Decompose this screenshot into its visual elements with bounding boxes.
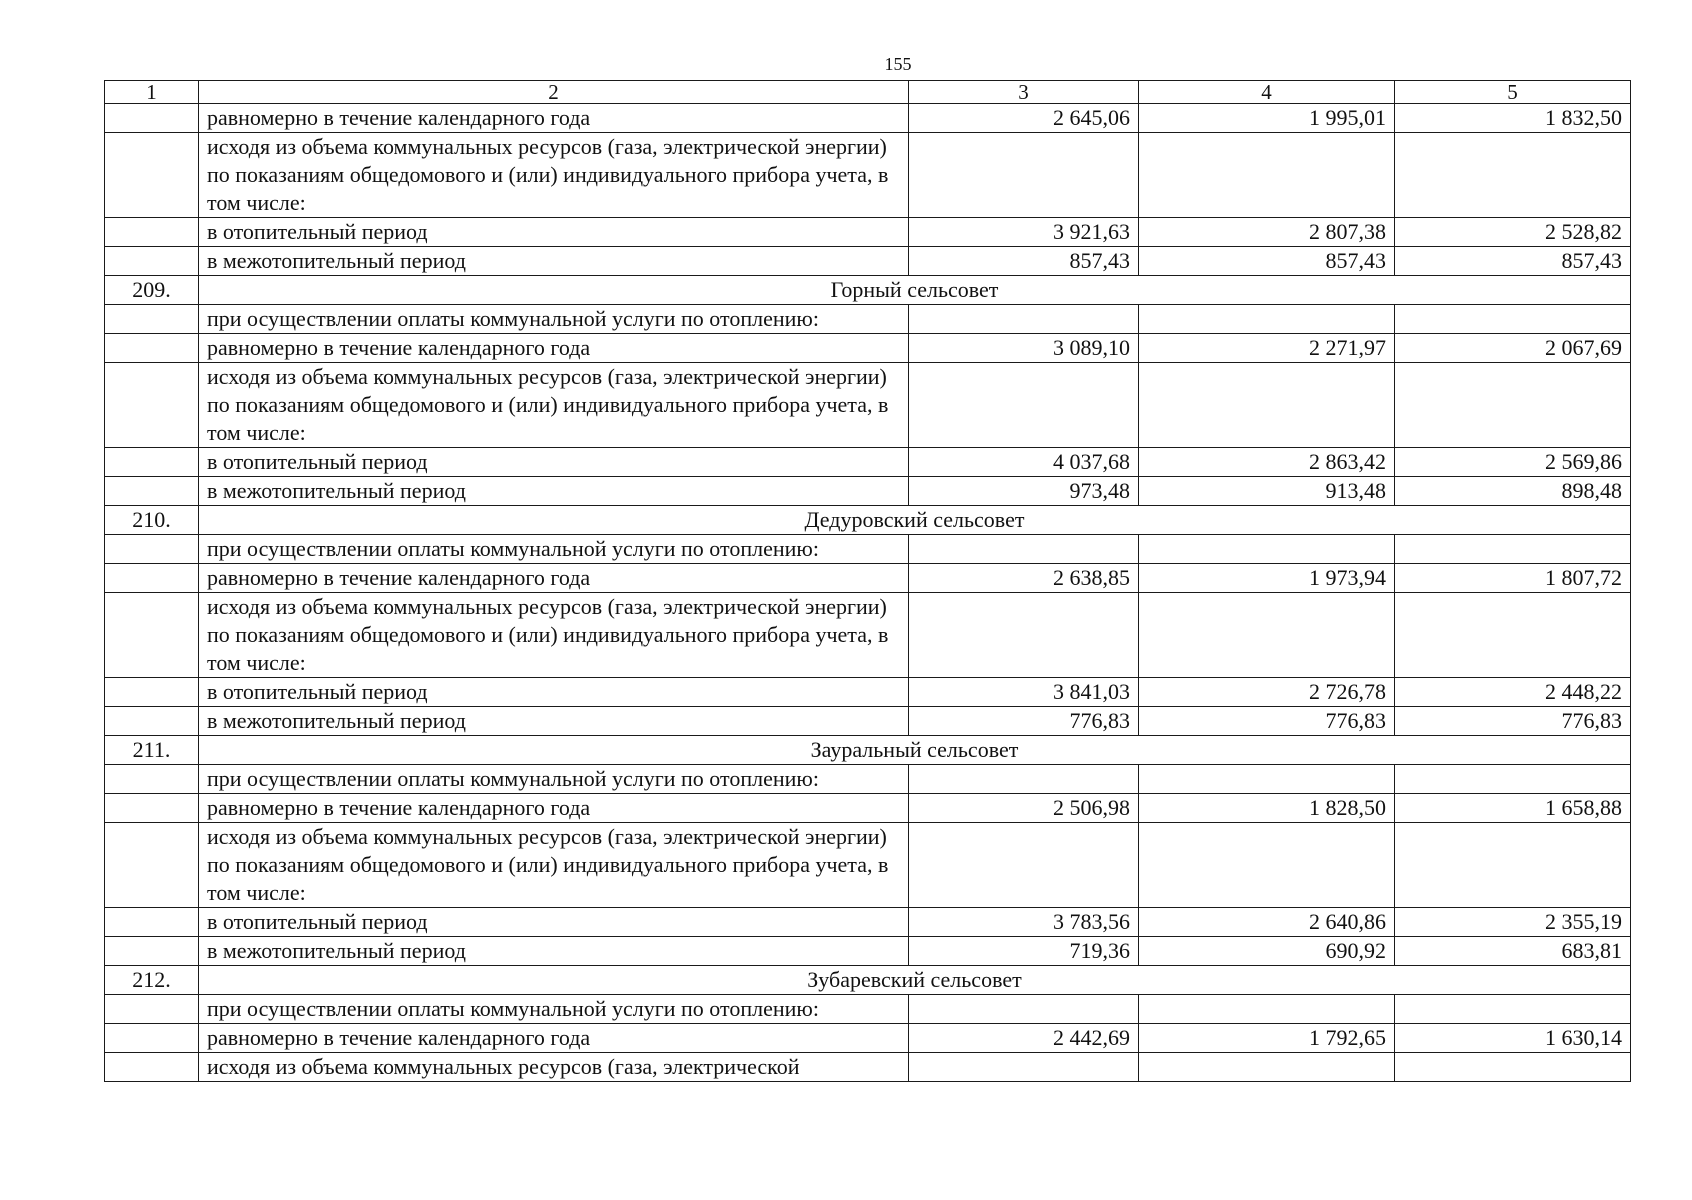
table-text-row — [105, 823, 1631, 908]
value-col-4 — [1139, 593, 1395, 678]
row-label: равномерно в течение календарного года — [199, 564, 909, 593]
value-col-4: 1 828,50 — [1139, 794, 1395, 823]
value-col-3: 4 037,68 — [909, 448, 1139, 477]
value-col-5 — [1395, 535, 1631, 564]
row-number-cell — [105, 247, 199, 276]
section-number: 210. — [105, 506, 199, 535]
value-col-5 — [1395, 823, 1631, 908]
value-col-5: 1 658,88 — [1395, 794, 1631, 823]
table-text-row — [105, 593, 1631, 678]
value-col-4: 2 640,86 — [1139, 908, 1395, 937]
value-col-4: 2 863,42 — [1139, 448, 1395, 477]
value-col-4: 857,43 — [1139, 247, 1395, 276]
value-col-4: 690,92 — [1139, 937, 1395, 966]
section-name: Горный сельсовет — [199, 276, 1631, 305]
value-col-3 — [909, 133, 1139, 218]
value-col-4 — [1139, 1053, 1395, 1082]
value-col-3: 776,83 — [909, 707, 1139, 736]
row-number-cell — [105, 794, 199, 823]
table-row — [105, 218, 1631, 247]
row-label: исходя из объема коммунальных ресурсов (газа, электрической энергии) по показаниям общедомового и (или) индивидуального прибора учета, в том числе: — [199, 363, 909, 448]
table-row — [105, 707, 1631, 736]
row-label: в межотопительный период — [199, 477, 909, 506]
value-col-5: 683,81 — [1395, 937, 1631, 966]
value-col-3 — [909, 765, 1139, 794]
value-col-4: 1 973,94 — [1139, 564, 1395, 593]
value-col-4 — [1139, 995, 1395, 1024]
value-col-4: 1 995,01 — [1139, 104, 1395, 133]
row-label: в отопительный период — [199, 218, 909, 247]
row-number-cell — [105, 363, 199, 448]
row-label: при осуществлении оплаты коммунальной услуги по отоплению: — [199, 765, 909, 794]
row-number-cell — [105, 305, 199, 334]
value-col-3: 3 921,63 — [909, 218, 1139, 247]
header-col-5: 5 — [1395, 81, 1631, 104]
value-col-3: 3 841,03 — [909, 678, 1139, 707]
value-col-5: 1 807,72 — [1395, 564, 1631, 593]
value-col-3 — [909, 1053, 1139, 1082]
table-row — [105, 794, 1631, 823]
table-body — [105, 81, 1631, 1082]
value-col-5 — [1395, 765, 1631, 794]
row-number-cell — [105, 477, 199, 506]
table-row — [105, 477, 1631, 506]
section-number: 211. — [105, 736, 199, 765]
row-number-cell — [105, 334, 199, 363]
table-row — [105, 564, 1631, 593]
section-number: 209. — [105, 276, 199, 305]
row-label: равномерно в течение календарного года — [199, 104, 909, 133]
value-col-5 — [1395, 305, 1631, 334]
row-number-cell — [105, 448, 199, 477]
table-row — [105, 1024, 1631, 1053]
value-col-5: 1 630,14 — [1395, 1024, 1631, 1053]
table-row — [105, 104, 1631, 133]
header-col-4: 4 — [1139, 81, 1395, 104]
header-col-1: 1 — [105, 81, 199, 104]
value-col-3: 857,43 — [909, 247, 1139, 276]
header-col-2: 2 — [199, 81, 909, 104]
table-text-row — [105, 765, 1631, 794]
value-col-5: 898,48 — [1395, 477, 1631, 506]
table-text-row — [105, 535, 1631, 564]
section-row — [105, 736, 1631, 765]
value-col-5 — [1395, 363, 1631, 448]
row-label: в межотопительный период — [199, 937, 909, 966]
value-col-5: 2 355,19 — [1395, 908, 1631, 937]
value-col-3 — [909, 363, 1139, 448]
row-label: при осуществлении оплаты коммунальной услуги по отоплению: — [199, 535, 909, 564]
row-label: в отопительный период — [199, 678, 909, 707]
row-number-cell — [105, 995, 199, 1024]
table-row — [105, 908, 1631, 937]
section-row — [105, 506, 1631, 535]
row-label: в межотопительный период — [199, 707, 909, 736]
tariff-table — [104, 80, 1631, 1082]
row-number-cell — [105, 218, 199, 247]
row-number-cell — [105, 564, 199, 593]
row-number-cell — [105, 1053, 199, 1082]
row-label: равномерно в течение календарного года — [199, 1024, 909, 1053]
value-col-3 — [909, 535, 1139, 564]
value-col-4: 2 271,97 — [1139, 334, 1395, 363]
value-col-4 — [1139, 305, 1395, 334]
value-col-4 — [1139, 823, 1395, 908]
page-number: 155 — [884, 54, 912, 74]
value-col-4: 913,48 — [1139, 477, 1395, 506]
row-number-cell — [105, 908, 199, 937]
value-col-3: 719,36 — [909, 937, 1139, 966]
value-col-4 — [1139, 535, 1395, 564]
row-number-cell — [105, 937, 199, 966]
value-col-3 — [909, 593, 1139, 678]
section-name: Зубаревский сельсовет — [199, 966, 1631, 995]
section-row — [105, 966, 1631, 995]
row-number-cell — [105, 593, 199, 678]
value-col-4: 1 792,65 — [1139, 1024, 1395, 1053]
section-number: 212. — [105, 966, 199, 995]
row-number-cell — [105, 133, 199, 218]
value-col-5: 2 067,69 — [1395, 334, 1631, 363]
row-label: в отопительный период — [199, 908, 909, 937]
row-label: равномерно в течение календарного года — [199, 794, 909, 823]
table-text-row — [105, 995, 1631, 1024]
value-col-5: 2 448,22 — [1395, 678, 1631, 707]
row-label: при осуществлении оплаты коммунальной услуги по отоплению: — [199, 305, 909, 334]
value-col-5: 2 569,86 — [1395, 448, 1631, 477]
value-col-5: 857,43 — [1395, 247, 1631, 276]
row-label: в отопительный период — [199, 448, 909, 477]
table-text-row — [105, 363, 1631, 448]
row-number-cell — [105, 707, 199, 736]
table-text-row — [105, 305, 1631, 334]
row-label: в межотопительный период — [199, 247, 909, 276]
row-label: исходя из объема коммунальных ресурсов (газа, электрической энергии) по показаниям общедомового и (или) индивидуального прибора учета, в том числе: — [199, 823, 909, 908]
table-text-row — [105, 133, 1631, 218]
value-col-5 — [1395, 995, 1631, 1024]
row-label: исходя из объема коммунальных ресурсов (газа, электрической — [199, 1053, 909, 1082]
value-col-3 — [909, 823, 1139, 908]
table-row — [105, 678, 1631, 707]
table-row — [105, 937, 1631, 966]
value-col-3: 2 442,69 — [909, 1024, 1139, 1053]
value-col-5 — [1395, 133, 1631, 218]
value-col-3: 3 089,10 — [909, 334, 1139, 363]
section-row — [105, 276, 1631, 305]
row-label: исходя из объема коммунальных ресурсов (газа, электрической энергии) по показаниям общедомового и (или) индивидуального прибора учета, в том числе: — [199, 593, 909, 678]
row-number-cell — [105, 1024, 199, 1053]
table-row — [105, 247, 1631, 276]
row-label: при осуществлении оплаты коммунальной услуги по отоплению: — [199, 995, 909, 1024]
value-col-3: 2 506,98 — [909, 794, 1139, 823]
value-col-4: 2 726,78 — [1139, 678, 1395, 707]
value-col-3: 973,48 — [909, 477, 1139, 506]
value-col-5: 776,83 — [1395, 707, 1631, 736]
table-row — [105, 448, 1631, 477]
value-col-3: 2 645,06 — [909, 104, 1139, 133]
section-name: Дедуровский сельсовет — [199, 506, 1631, 535]
value-col-5 — [1395, 1053, 1631, 1082]
value-col-5: 1 832,50 — [1395, 104, 1631, 133]
row-label: исходя из объема коммунальных ресурсов (газа, электрической энергии) по показаниям общедомового и (или) индивидуального прибора учета, в том числе: — [199, 133, 909, 218]
table-row — [105, 334, 1631, 363]
value-col-3: 2 638,85 — [909, 564, 1139, 593]
table-text-row — [105, 1053, 1631, 1082]
row-number-cell — [105, 765, 199, 794]
row-number-cell — [105, 678, 199, 707]
value-col-4: 776,83 — [1139, 707, 1395, 736]
header-col-3: 3 — [909, 81, 1139, 104]
value-col-4 — [1139, 363, 1395, 448]
value-col-5 — [1395, 593, 1631, 678]
row-number-cell — [105, 823, 199, 908]
row-number-cell — [105, 104, 199, 133]
value-col-3 — [909, 995, 1139, 1024]
row-number-cell — [105, 535, 199, 564]
section-name: Зауральный сельсовет — [199, 736, 1631, 765]
value-col-4 — [1139, 133, 1395, 218]
value-col-3 — [909, 305, 1139, 334]
value-col-3: 3 783,56 — [909, 908, 1139, 937]
value-col-4 — [1139, 765, 1395, 794]
table-header-row — [105, 81, 1631, 104]
value-col-5: 2 528,82 — [1395, 218, 1631, 247]
value-col-4: 2 807,38 — [1139, 218, 1395, 247]
row-label: равномерно в течение календарного года — [199, 334, 909, 363]
